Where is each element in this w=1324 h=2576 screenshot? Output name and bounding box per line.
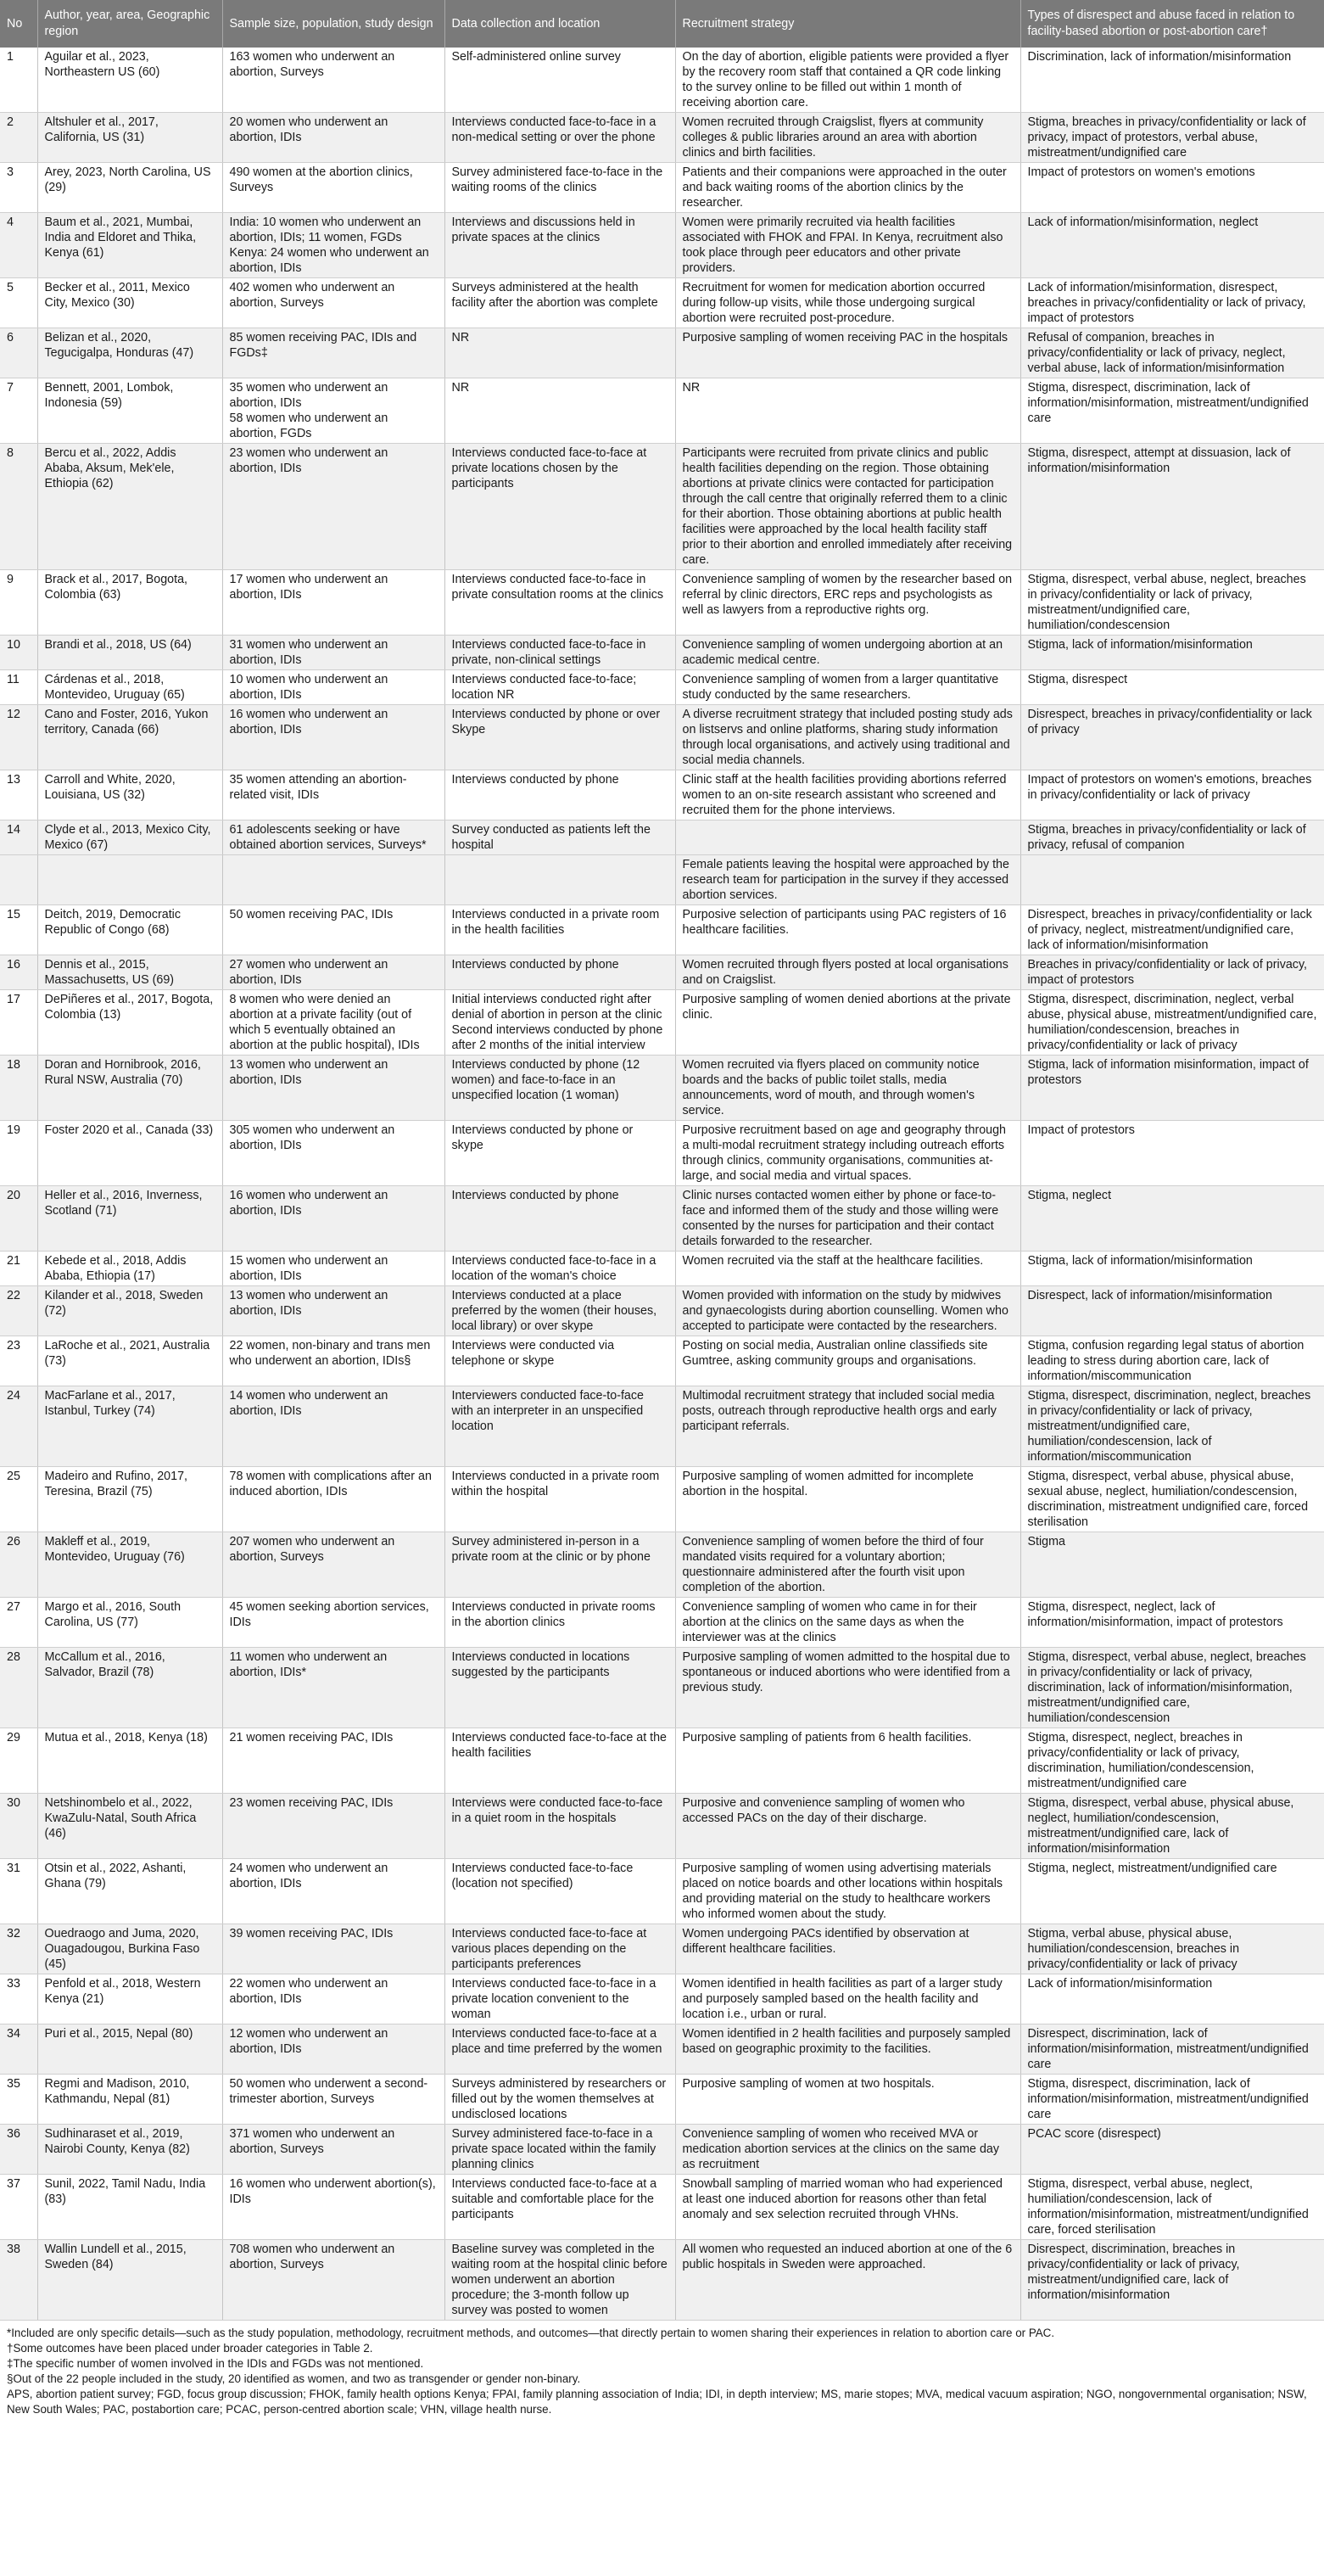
row-recruitment: Purposive and convenience sampling of women who accessed PACs on the day of their discharge. bbox=[675, 1794, 1020, 1859]
table-row bbox=[0, 1286, 1324, 1336]
row-sample: 207 women who underwent an abortion, Surveys bbox=[222, 1532, 444, 1598]
row-recruitment: Women recruited via flyers placed on community notice boards and the backs of public toilet stalls, media announcements, word of mouth, and through women's service. bbox=[675, 1056, 1020, 1121]
row-sample: 50 women receiving PAC, IDIs bbox=[222, 905, 444, 955]
row-types: Disrespect, lack of information/misinformation bbox=[1020, 1286, 1324, 1336]
row-data-collection: Initial interviews conducted right after denial of abortion in person at the clinic Second interviews conducted by phone after 2 months of the initial interview bbox=[444, 990, 675, 1056]
row-number: 37 bbox=[0, 2175, 37, 2240]
row-data-collection: Self-administered online survey bbox=[444, 48, 675, 113]
row-sample: 35 women who underwent an abortion, IDIs 58 women who underwent an abortion, FGDs bbox=[222, 378, 444, 444]
row-types: Stigma, neglect bbox=[1020, 1186, 1324, 1252]
row-recruitment: Purposive selection of participants using PAC registers of 16 healthcare facilities. bbox=[675, 905, 1020, 955]
row-sample: 35 women attending an abortion-related visit, IDIs bbox=[222, 770, 444, 820]
row-data-collection: Interviews conducted by phone bbox=[444, 1186, 675, 1252]
row-data-collection: Interviews conducted face-to-face in a private location convenient to the woman bbox=[444, 1974, 675, 2024]
row-recruitment: Recruitment for women for medication abortion occurred during follow-up visits, while those undergoing surgical abortion were recruited post-procedure. bbox=[675, 278, 1020, 328]
row-number: 36 bbox=[0, 2125, 37, 2175]
row-number: 15 bbox=[0, 905, 37, 955]
row-recruitment: Clinic nurses contacted women either by phone or face-to-face and informed them of the study and those willing were consented by the nurses for participation and their contact details forwarded to the researcher. bbox=[675, 1186, 1020, 1252]
row-recruitment: Patients and their companions were approached in the outer and back waiting rooms of the abortion clinics by the researcher. bbox=[675, 163, 1020, 213]
row-number: 5 bbox=[0, 278, 37, 328]
row-recruitment: Clinic staff at the health facilities providing abortions referred women to an on-site research assistant who screened and recruited them for the phone interviews. bbox=[675, 770, 1020, 820]
row-recruitment: Purposive sampling of patients from 6 health facilities. bbox=[675, 1728, 1020, 1794]
row-sample: 16 women who underwent abortion(s), IDIs bbox=[222, 2175, 444, 2240]
row-types: Stigma, disrespect, verbal abuse, physical abuse, sexual abuse, neglect, humiliation/condescension, discrimination, mistreatment undignified care, forced sterilisation bbox=[1020, 1467, 1324, 1532]
table-row bbox=[0, 1924, 1324, 1974]
row-data-collection: Interviews conducted by phone or skype bbox=[444, 1121, 675, 1186]
row-types: Impact of protestors bbox=[1020, 1121, 1324, 1186]
row-author: Margo et al., 2016, South Carolina, US (77) bbox=[37, 1598, 222, 1648]
row-data-collection bbox=[444, 855, 675, 905]
table-row bbox=[0, 705, 1324, 770]
row-types: Stigma, breaches in privacy/confidentiality or lack of privacy, impact of protestors, verbal abuse, mistreatment/undignified care bbox=[1020, 113, 1324, 163]
row-data-collection: Interviews conducted by phone (12 women) and face-to-face in an unspecified location (1 woman) bbox=[444, 1056, 675, 1121]
row-author: MacFarlane et al., 2017, Istanbul, Turkey (74) bbox=[37, 1386, 222, 1467]
row-number: 23 bbox=[0, 1336, 37, 1386]
footnotes bbox=[0, 2321, 1324, 2417]
row-data-collection: Interviews conducted in locations suggested by the participants bbox=[444, 1648, 675, 1728]
row-data-collection: Interviews conducted face-to-face in private, non-clinical settings bbox=[444, 636, 675, 670]
table-row bbox=[0, 1056, 1324, 1121]
row-author: Clyde et al., 2013, Mexico City, Mexico (67) bbox=[37, 820, 222, 855]
row-number: 19 bbox=[0, 1121, 37, 1186]
row-data-collection: Interviews conducted face-to-face at a place and time preferred by the women bbox=[444, 2024, 675, 2075]
row-author: LaRoche et al., 2021, Australia (73) bbox=[37, 1336, 222, 1386]
row-recruitment: Women recruited through flyers posted at local organisations and on Craigslist. bbox=[675, 955, 1020, 990]
table-row bbox=[0, 905, 1324, 955]
table-row bbox=[0, 855, 1324, 905]
row-types: Breaches in privacy/confidentiality or lack of privacy, impact of protestors bbox=[1020, 955, 1324, 990]
row-author: Penfold et al., 2018, Western Kenya (21) bbox=[37, 1974, 222, 2024]
table-row bbox=[0, 2240, 1324, 2321]
row-recruitment: Women identified in 2 health facilities and purposely sampled based on geographic proximity to the facilities. bbox=[675, 2024, 1020, 2075]
row-sample: 15 women who underwent an abortion, IDIs bbox=[222, 1252, 444, 1286]
table-row bbox=[0, 1186, 1324, 1252]
row-author: Brack et al., 2017, Bogota, Colombia (63) bbox=[37, 570, 222, 636]
table-row bbox=[0, 770, 1324, 820]
row-author: Deitch, 2019, Democratic Republic of Congo (68) bbox=[37, 905, 222, 955]
row-data-collection: Interviews were conducted face-to-face in a quiet room in the hospitals bbox=[444, 1794, 675, 1859]
row-data-collection: Surveys administered at the health facility after the abortion was complete bbox=[444, 278, 675, 328]
header-no: No bbox=[0, 0, 37, 48]
table-row bbox=[0, 113, 1324, 163]
row-number: 35 bbox=[0, 2075, 37, 2125]
row-data-collection: Interviews conducted face-to-face at the health facilities bbox=[444, 1728, 675, 1794]
row-author: Foster 2020 et al., Canada (33) bbox=[37, 1121, 222, 1186]
row-author: Aguilar et al., 2023, Northeastern US (60) bbox=[37, 48, 222, 113]
row-types: Lack of information/misinformation bbox=[1020, 1974, 1324, 2024]
row-recruitment: Purposive sampling of women admitted to the hospital due to spontaneous or induced abortions who were identified from a previous study. bbox=[675, 1648, 1020, 1728]
row-number: 14 bbox=[0, 820, 37, 855]
row-number: 22 bbox=[0, 1286, 37, 1336]
row-recruitment: All women who requested an induced abortion at one of the 6 public hospitals in Sweden were approached. bbox=[675, 2240, 1020, 2321]
table-row bbox=[0, 1794, 1324, 1859]
row-number: 12 bbox=[0, 705, 37, 770]
table-row bbox=[0, 1532, 1324, 1598]
table-row bbox=[0, 444, 1324, 570]
row-number: 7 bbox=[0, 378, 37, 444]
row-data-collection: Survey conducted as patients left the hospital bbox=[444, 820, 675, 855]
row-sample: 17 women who underwent an abortion, IDIs bbox=[222, 570, 444, 636]
row-recruitment bbox=[675, 820, 1020, 855]
row-types: Stigma, lack of information/misinformation bbox=[1020, 636, 1324, 670]
row-data-collection: Interviews conducted face-to-face at a suitable and comfortable place for the participants bbox=[444, 2175, 675, 2240]
row-number: 10 bbox=[0, 636, 37, 670]
row-number: 16 bbox=[0, 955, 37, 990]
row-recruitment: Purposive sampling of women denied abortions at the private clinic. bbox=[675, 990, 1020, 1056]
row-types: Impact of protestors on women's emotions bbox=[1020, 163, 1324, 213]
row-recruitment: Women recruited through Craigslist, flyers at community colleges & public libraries around an area with abortion clinics and birth facilities. bbox=[675, 113, 1020, 163]
row-author: Cárdenas et al., 2018, Montevideo, Uruguay (65) bbox=[37, 670, 222, 705]
row-author: Dennis et al., 2015, Massachusetts, US (69) bbox=[37, 955, 222, 990]
row-number: 38 bbox=[0, 2240, 37, 2321]
table-row bbox=[0, 990, 1324, 1056]
row-recruitment: Purposive sampling of women using advertising materials placed on notice boards and other locations within hospitals and providing material on the study to healthcare workers who informed women about the study. bbox=[675, 1859, 1020, 1924]
row-recruitment: Convenience sampling of women from a larger quantitative study conducted by the same researchers. bbox=[675, 670, 1020, 705]
row-data-collection: Interviews conducted face-to-face in private consultation rooms at the clinics bbox=[444, 570, 675, 636]
row-recruitment: Participants were recruited from private clinics and public health facilities depending on the region. Those obtaining abortions at private clinics were contacted for participation through the call centre that originally referred them to a clinic for their abortion. Those obtaining abortions at public health facilities were approached by the local health facility staff prior to their abortion and enrolled immediately after receiving care. bbox=[675, 444, 1020, 570]
row-author: Sudhinaraset et al., 2019, Nairobi County, Kenya (82) bbox=[37, 2125, 222, 2175]
row-author: Brandi et al., 2018, US (64) bbox=[37, 636, 222, 670]
table-row bbox=[0, 2175, 1324, 2240]
table-row bbox=[0, 48, 1324, 113]
row-types: Stigma, disrespect bbox=[1020, 670, 1324, 705]
row-number: 4 bbox=[0, 213, 37, 278]
row-types: Stigma, disrespect, attempt at dissuasion, lack of information/misinformation bbox=[1020, 444, 1324, 570]
row-sample: 163 women who underwent an abortion, Surveys bbox=[222, 48, 444, 113]
row-recruitment: Women identified in health facilities as part of a larger study and purposely sampled based on the health facility and location i.e., urban or rural. bbox=[675, 1974, 1020, 2024]
row-author: Altshuler et al., 2017, California, US (31) bbox=[37, 113, 222, 163]
table-row bbox=[0, 570, 1324, 636]
row-sample: 61 adolescents seeking or have obtained abortion services, Surveys* bbox=[222, 820, 444, 855]
row-sample: 78 women with complications after an induced abortion, IDIs bbox=[222, 1467, 444, 1532]
table-row bbox=[0, 1336, 1324, 1386]
row-sample: 85 women receiving PAC, IDIs and FGDs‡ bbox=[222, 328, 444, 378]
row-types: Disrespect, breaches in privacy/confidentiality or lack of privacy bbox=[1020, 705, 1324, 770]
row-types: Stigma, neglect, mistreatment/undignified care bbox=[1020, 1859, 1324, 1924]
row-types: Stigma, disrespect, neglect, breaches in privacy/confidentiality or lack of privacy, discrimination, humiliation/condescension, mistreatment/undignified care bbox=[1020, 1728, 1324, 1794]
row-sample: 20 women who underwent an abortion, IDIs bbox=[222, 113, 444, 163]
row-author: Puri et al., 2015, Nepal (80) bbox=[37, 2024, 222, 2075]
row-sample: 16 women who underwent an abortion, IDIs bbox=[222, 1186, 444, 1252]
row-number: 26 bbox=[0, 1532, 37, 1598]
row-recruitment: Women provided with information on the study by midwives and gynaecologists during abortion counselling. Women who accepted to participate were contacted by the researchers. bbox=[675, 1286, 1020, 1336]
row-sample: 24 women who underwent an abortion, IDIs bbox=[222, 1859, 444, 1924]
table-row bbox=[0, 955, 1324, 990]
row-recruitment: Purposive sampling of women admitted for incomplete abortion in the hospital. bbox=[675, 1467, 1020, 1532]
table-row bbox=[0, 1974, 1324, 2024]
row-author: Otsin et al., 2022, Ashanti, Ghana (79) bbox=[37, 1859, 222, 1924]
row-author: DePiñeres et al., 2017, Bogota, Colombia (13) bbox=[37, 990, 222, 1056]
footnote: §Out of the 22 people included in the study, 20 identified as women, and two as transgender or gender non-binary. bbox=[7, 2372, 581, 2385]
table-row bbox=[0, 1648, 1324, 1728]
row-data-collection: Interviews were conducted via telephone or skype bbox=[444, 1336, 675, 1386]
row-data-collection: Interviews conducted in private rooms in the abortion clinics bbox=[444, 1598, 675, 1648]
row-types: Disrespect, discrimination, lack of information/misinformation, mistreatment/undignified care bbox=[1020, 2024, 1324, 2075]
row-data-collection: Survey administered face-to-face in a private space located within the family planning clinics bbox=[444, 2125, 675, 2175]
header-sample: Sample size, population, study design bbox=[222, 0, 444, 48]
row-sample: 12 women who underwent an abortion, IDIs bbox=[222, 2024, 444, 2075]
row-author: Regmi and Madison, 2010, Kathmandu, Nepal (81) bbox=[37, 2075, 222, 2125]
row-number: 27 bbox=[0, 1598, 37, 1648]
row-data-collection: Interviews conducted by phone bbox=[444, 955, 675, 990]
row-sample: 708 women who underwent an abortion, Surveys bbox=[222, 2240, 444, 2321]
row-author: McCallum et al., 2016, Salvador, Brazil (78) bbox=[37, 1648, 222, 1728]
row-number: 31 bbox=[0, 1859, 37, 1924]
row-author: Sunil, 2022, Tamil Nadu, India (83) bbox=[37, 2175, 222, 2240]
table-row bbox=[0, 328, 1324, 378]
row-types: Stigma, disrespect, verbal abuse, neglect, breaches in privacy/confidentiality or lack of privacy, discrimination, lack of information/misinformation, mistreatment/undignified care, humiliation/condescension bbox=[1020, 1648, 1324, 1728]
header-author: Author, year, area, Geographic region bbox=[37, 0, 222, 48]
footnote: *Included are only specific details—such as the study population, methodology, recruitment methods, and outcomes—that directly pertain to women sharing their experiences in relation to abortion care or PAC. bbox=[7, 2327, 1055, 2339]
row-author: Carroll and White, 2020, Louisiana, US (32) bbox=[37, 770, 222, 820]
row-sample: 45 women seeking abortion services, IDIs bbox=[222, 1598, 444, 1648]
header-recruitment: Recruitment strategy bbox=[675, 0, 1020, 48]
row-sample: 13 women who underwent an abortion, IDIs bbox=[222, 1286, 444, 1336]
table-row bbox=[0, 213, 1324, 278]
row-author: Belizan et al., 2020, Tegucigalpa, Honduras (47) bbox=[37, 328, 222, 378]
row-sample: 371 women who underwent an abortion, Surveys bbox=[222, 2125, 444, 2175]
row-data-collection: Interviews conducted face-to-face at various places depending on the participants preferences bbox=[444, 1924, 675, 1974]
table-header-row bbox=[0, 0, 1324, 48]
row-recruitment: Posting on social media, Australian online classifieds site Gumtree, asking community groups and organisations. bbox=[675, 1336, 1020, 1386]
row-author: Mutua et al., 2018, Kenya (18) bbox=[37, 1728, 222, 1794]
row-recruitment: Purposive sampling of women at two hospitals. bbox=[675, 2075, 1020, 2125]
row-data-collection: Interviews conducted face-to-face in a non-medical setting or over the phone bbox=[444, 113, 675, 163]
row-data-collection: Interviewers conducted face-to-face with an interpreter in an unspecified location bbox=[444, 1386, 675, 1467]
table-row bbox=[0, 1728, 1324, 1794]
table-row bbox=[0, 1467, 1324, 1532]
row-types: Disrespect, discrimination, breaches in privacy/confidentiality or lack of privacy, mistreatment/undignified care, lack of information/misinformation bbox=[1020, 2240, 1324, 2321]
row-number: 11 bbox=[0, 670, 37, 705]
row-sample: 23 women who underwent an abortion, IDIs bbox=[222, 444, 444, 570]
row-sample: 11 women who underwent an abortion, IDIs* bbox=[222, 1648, 444, 1728]
row-sample: 13 women who underwent an abortion, IDIs bbox=[222, 1056, 444, 1121]
row-recruitment: Women were primarily recruited via health facilities associated with FHOK and FPAI. In Kenya, recruitment also took place through peer educators and other private providers. bbox=[675, 213, 1020, 278]
row-sample: 21 women receiving PAC, IDIs bbox=[222, 1728, 444, 1794]
row-recruitment: Female patients leaving the hospital were approached by the research team for participation in the survey if they accessed abortion services. bbox=[675, 855, 1020, 905]
table-row bbox=[0, 278, 1324, 328]
row-number: 6 bbox=[0, 328, 37, 378]
row-author: Wallin Lundell et al., 2015, Sweden (84) bbox=[37, 2240, 222, 2321]
row-number: 34 bbox=[0, 2024, 37, 2075]
row-types: Stigma, disrespect, verbal abuse, neglect, breaches in privacy/confidentiality or lack of privacy, mistreatment/undignified care, humiliation/condescension bbox=[1020, 570, 1324, 636]
row-types: Stigma, lack of information/misinformation bbox=[1020, 1252, 1324, 1286]
table-row bbox=[0, 2125, 1324, 2175]
row-author bbox=[37, 855, 222, 905]
row-types: Stigma, verbal abuse, physical abuse, humiliation/condescension, breaches in privacy/confidentiality or lack of privacy bbox=[1020, 1924, 1324, 1974]
row-types: Impact of protestors on women's emotions, breaches in privacy/confidentiality or lack of privacy bbox=[1020, 770, 1324, 820]
row-number: 28 bbox=[0, 1648, 37, 1728]
row-number: 3 bbox=[0, 163, 37, 213]
row-recruitment: Multimodal recruitment strategy that included social media posts, outreach through reproductive health orgs and early participant referrals. bbox=[675, 1386, 1020, 1467]
row-types: Stigma, breaches in privacy/confidentiality or lack of privacy, refusal of companion bbox=[1020, 820, 1324, 855]
row-data-collection: NR bbox=[444, 378, 675, 444]
row-recruitment: Convenience sampling of women who came in for their abortion at the clinics on the same days as when the interviewer was at the clinics bbox=[675, 1598, 1020, 1648]
row-types: Lack of information/misinformation, neglect bbox=[1020, 213, 1324, 278]
row-data-collection: Interviews conducted in a private room in the health facilities bbox=[444, 905, 675, 955]
row-types: PCAC score (disrespect) bbox=[1020, 2125, 1324, 2175]
row-types: Stigma, disrespect, discrimination, lack of information/misinformation, mistreatment/undignified care bbox=[1020, 378, 1324, 444]
header-data-collection: Data collection and location bbox=[444, 0, 675, 48]
footnote: †Some outcomes have been placed under broader categories in Table 2. bbox=[7, 2342, 373, 2355]
row-data-collection: NR bbox=[444, 328, 675, 378]
table-row bbox=[0, 2075, 1324, 2125]
row-number: 30 bbox=[0, 1794, 37, 1859]
table-row bbox=[0, 378, 1324, 444]
row-sample: 10 women who underwent an abortion, IDIs bbox=[222, 670, 444, 705]
row-types: Lack of information/misinformation, disrespect, breaches in privacy/confidentiality or lack of privacy, impact of protestors bbox=[1020, 278, 1324, 328]
row-types: Disrespect, breaches in privacy/confidentiality or lack of privacy, neglect, mistreatment/undignified care, lack of information/misinformation bbox=[1020, 905, 1324, 955]
footnote: ‡The specific number of women involved in the IDIs and FGDs was not mentioned. bbox=[7, 2357, 424, 2370]
row-author: Netshinombelo et al., 2022, KwaZulu-Natal, South Africa (46) bbox=[37, 1794, 222, 1859]
row-types: Stigma bbox=[1020, 1532, 1324, 1598]
row-types: Stigma, confusion regarding legal status of abortion leading to stress during abortion care, lack of information/miscommunication bbox=[1020, 1336, 1324, 1386]
row-types: Stigma, disrespect, neglect, lack of information/misinformation, impact of protestors bbox=[1020, 1598, 1324, 1648]
row-author: Doran and Hornibrook, 2016, Rural NSW, Australia (70) bbox=[37, 1056, 222, 1121]
row-number: 24 bbox=[0, 1386, 37, 1467]
row-sample: 27 women who underwent an abortion, IDIs bbox=[222, 955, 444, 990]
row-recruitment: Convenience sampling of women by the researcher based on referral by clinic directors, ERC reps and psychologists as well as lawyers from a reproductive rights org. bbox=[675, 570, 1020, 636]
row-sample: 39 women receiving PAC, IDIs bbox=[222, 1924, 444, 1974]
table-row bbox=[0, 820, 1324, 855]
row-sample: 31 women who underwent an abortion, IDIs bbox=[222, 636, 444, 670]
row-types: Stigma, disrespect, verbal abuse, neglect, humiliation/condescension, lack of information/misinformation, mistreatment/undignified care, forced sterilisation bbox=[1020, 2175, 1324, 2240]
row-recruitment: A diverse recruitment strategy that included posting study ads on listservs and online platforms, sharing study information through local organisations, and actively using traditional and social media channels. bbox=[675, 705, 1020, 770]
row-number: 2 bbox=[0, 113, 37, 163]
table-row bbox=[0, 1859, 1324, 1924]
row-number: 29 bbox=[0, 1728, 37, 1794]
row-recruitment: On the day of abortion, eligible patients were provided a flyer by the recovery room staff that contained a QR code linking to the survey online to be filled out within 1 month of receiving abortion care. bbox=[675, 48, 1020, 113]
row-number: 1 bbox=[0, 48, 37, 113]
row-number: 13 bbox=[0, 770, 37, 820]
row-types: Refusal of companion, breaches in privacy/confidentiality or lack of privacy, neglect, verbal abuse, lack of information/misinformation bbox=[1020, 328, 1324, 378]
row-data-collection: Interviews conducted by phone bbox=[444, 770, 675, 820]
header-types: Types of disrespect and abuse faced in relation to facility-based abortion or post-abortion care† bbox=[1020, 0, 1324, 48]
row-sample bbox=[222, 855, 444, 905]
row-data-collection: Interviews conducted face-to-face in a location of the woman's choice bbox=[444, 1252, 675, 1286]
row-types bbox=[1020, 855, 1324, 905]
row-number: 18 bbox=[0, 1056, 37, 1121]
row-sample: 490 women at the abortion clinics, Surveys bbox=[222, 163, 444, 213]
row-types: Stigma, disrespect, discrimination, lack of information/misinformation, mistreatment/undignified care bbox=[1020, 2075, 1324, 2125]
row-sample: 402 women who underwent an abortion, Surveys bbox=[222, 278, 444, 328]
row-data-collection: Interviews conducted face-to-face; location NR bbox=[444, 670, 675, 705]
row-data-collection: Interviews conducted face-to-face (location not specified) bbox=[444, 1859, 675, 1924]
row-sample: 23 women receiving PAC, IDIs bbox=[222, 1794, 444, 1859]
row-data-collection: Survey administered in-person in a private room at the clinic or by phone bbox=[444, 1532, 675, 1598]
row-sample: 8 women who were denied an abortion at a private facility (out of which 5 eventually obtained an abortion at the public hospital), IDIs bbox=[222, 990, 444, 1056]
row-recruitment: NR bbox=[675, 378, 1020, 444]
footnote: APS, abortion patient survey; FGD, focus group discussion; FHOK, family health options Kenya; FPAI, family planning association of India; IDI, in depth interview; MS, marie stopes; MVA, medical vacuum aspiration; NGO, nongovernmental organisation; NSW, New South Wales; PAC, postabortion care; PCAC, person-centred abortion scale; VHN, village health nurse. bbox=[7, 2388, 1307, 2416]
row-sample: India: 10 women who underwent an abortion, IDIs; 11 women, FGDs Kenya: 24 women who underwent an abortion, IDIs bbox=[222, 213, 444, 278]
table-row bbox=[0, 2024, 1324, 2075]
row-types: Stigma, disrespect, discrimination, neglect, breaches in privacy/confidentiality or lack of privacy, mistreatment/undignified care, humiliation/condescension, lack of information/miscommunication bbox=[1020, 1386, 1324, 1467]
row-author: Ouedraogo and Juma, 2020, Ouagadougou, Burkina Faso (45) bbox=[37, 1924, 222, 1974]
row-data-collection: Interviews conducted face-to-face at private locations chosen by the participants bbox=[444, 444, 675, 570]
row-types: Discrimination, lack of information/misinformation bbox=[1020, 48, 1324, 113]
row-author: Cano and Foster, 2016, Yukon territory, Canada (66) bbox=[37, 705, 222, 770]
row-data-collection: Interviews conducted in a private room within the hospital bbox=[444, 1467, 675, 1532]
table-row bbox=[0, 1386, 1324, 1467]
table-row bbox=[0, 1598, 1324, 1648]
row-recruitment: Women recruited via the staff at the healthcare facilities. bbox=[675, 1252, 1020, 1286]
row-number: 32 bbox=[0, 1924, 37, 1974]
row-author: Madeiro and Rufino, 2017, Teresina, Brazil (75) bbox=[37, 1467, 222, 1532]
row-number: 8 bbox=[0, 444, 37, 570]
row-recruitment: Snowball sampling of married woman who had experienced at least one induced abortion for reasons other than fetal anomaly and sex selection recruited through VHNs. bbox=[675, 2175, 1020, 2240]
row-number: 20 bbox=[0, 1186, 37, 1252]
row-data-collection: Surveys administered by researchers or filled out by the women themselves at undisclosed locations bbox=[444, 2075, 675, 2125]
table-row bbox=[0, 636, 1324, 670]
row-sample: 22 women, non-binary and trans men who underwent an abortion, IDIs§ bbox=[222, 1336, 444, 1386]
row-recruitment: Women undergoing PACs identified by observation at different healthcare facilities. bbox=[675, 1924, 1020, 1974]
row-author: Bennett, 2001, Lombok, Indonesia (59) bbox=[37, 378, 222, 444]
row-author: Kilander et al., 2018, Sweden (72) bbox=[37, 1286, 222, 1336]
row-author: Heller et al., 2016, Inverness, Scotland (71) bbox=[37, 1186, 222, 1252]
table-row bbox=[0, 163, 1324, 213]
table-row bbox=[0, 1252, 1324, 1286]
row-types: Stigma, disrespect, discrimination, neglect, verbal abuse, physical abuse, mistreatment/undignified care, humiliation/condescension, breaches in privacy/confidentiality or lack of privacy bbox=[1020, 990, 1324, 1056]
row-recruitment: Purposive sampling of women receiving PAC in the hospitals bbox=[675, 328, 1020, 378]
row-author: Becker et al., 2011, Mexico City, Mexico (30) bbox=[37, 278, 222, 328]
row-number: 33 bbox=[0, 1974, 37, 2024]
row-recruitment: Purposive recruitment based on age and geography through a multi-modal recruitment strategy including outreach efforts through clinics, community organisations, communities at-large, and social media and virtual spaces. bbox=[675, 1121, 1020, 1186]
row-sample: 14 women who underwent an abortion, IDIs bbox=[222, 1386, 444, 1467]
row-number: 25 bbox=[0, 1467, 37, 1532]
row-data-collection: Baseline survey was completed in the waiting room at the hospital clinic before women underwent an abortion procedure; the 3-month follow up survey was posted to women bbox=[444, 2240, 675, 2321]
row-author: Bercu et al., 2022, Addis Ababa, Aksum, Mek'ele, Ethiopia (62) bbox=[37, 444, 222, 570]
row-author: Makleff et al., 2019, Montevideo, Uruguay (76) bbox=[37, 1532, 222, 1598]
table-row bbox=[0, 1121, 1324, 1186]
row-types: Stigma, lack of information misinformation, impact of protestors bbox=[1020, 1056, 1324, 1121]
row-author: Baum et al., 2021, Mumbai, India and Eldoret and Thika, Kenya (61) bbox=[37, 213, 222, 278]
row-author: Arey, 2023, North Carolina, US (29) bbox=[37, 163, 222, 213]
row-data-collection: Interviews conducted by phone or over Skype bbox=[444, 705, 675, 770]
row-sample: 16 women who underwent an abortion, IDIs bbox=[222, 705, 444, 770]
row-sample: 22 women who underwent an abortion, IDIs bbox=[222, 1974, 444, 2024]
row-data-collection: Interviews and discussions held in private spaces at the clinics bbox=[444, 213, 675, 278]
row-data-collection: Interviews conducted at a place preferred by the women (their houses, local library) or over skype bbox=[444, 1286, 675, 1336]
row-recruitment: Convenience sampling of women undergoing abortion at an academic medical centre. bbox=[675, 636, 1020, 670]
table-row bbox=[0, 670, 1324, 705]
row-number: 17 bbox=[0, 990, 37, 1056]
row-number: 21 bbox=[0, 1252, 37, 1286]
row-sample: 305 women who underwent an abortion, IDIs bbox=[222, 1121, 444, 1186]
row-sample: 50 women who underwent a second-trimester abortion, Surveys bbox=[222, 2075, 444, 2125]
table-body bbox=[0, 48, 1324, 2321]
row-number: 9 bbox=[0, 570, 37, 636]
row-types: Stigma, disrespect, verbal abuse, physical abuse, neglect, humiliation/condescension, mistreatment/undignified care, lack of information/misinformation bbox=[1020, 1794, 1324, 1859]
row-recruitment: Convenience sampling of women who received MVA or medication abortion services at the clinics on the same day as recruitment bbox=[675, 2125, 1020, 2175]
row-recruitment: Convenience sampling of women before the third of four mandated visits required for a voluntary abortion; questionnaire administered after the fourth visit upon completion of the abortion. bbox=[675, 1532, 1020, 1598]
row-number bbox=[0, 855, 37, 905]
row-data-collection: Survey administered face-to-face in the waiting rooms of the clinics bbox=[444, 163, 675, 213]
row-author: Kebede et al., 2018, Addis Ababa, Ethiopia (17) bbox=[37, 1252, 222, 1286]
